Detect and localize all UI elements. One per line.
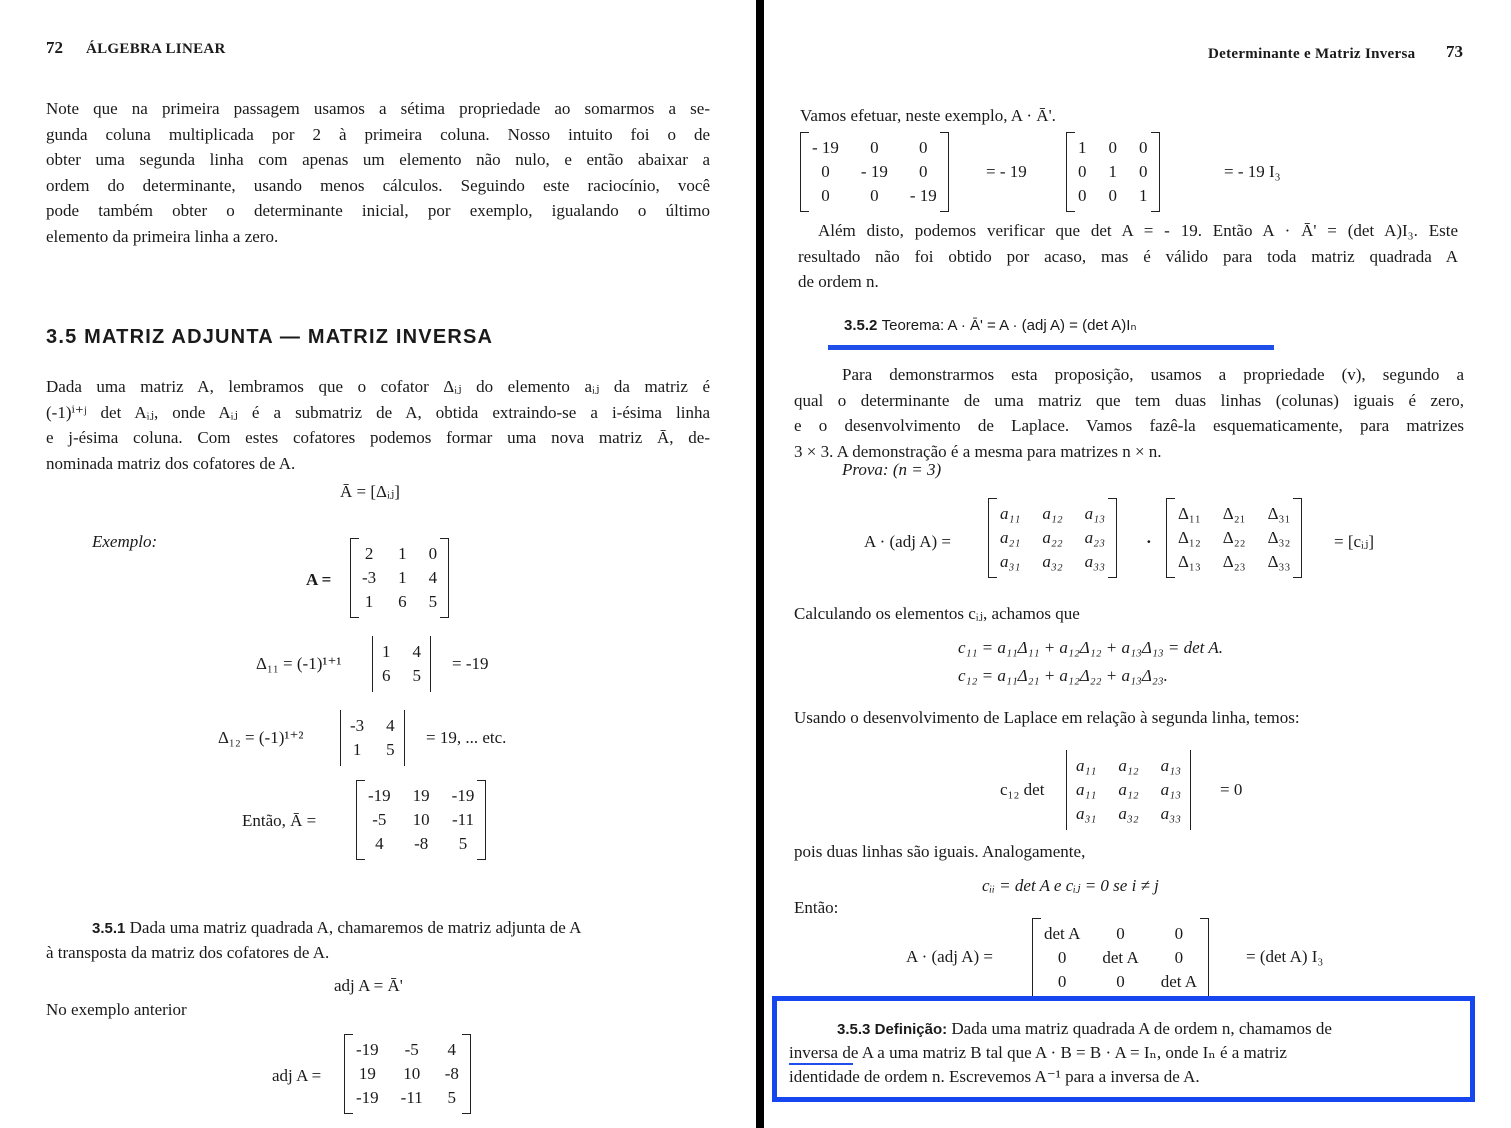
matrix-cell: a₁₁ [1076,756,1097,775]
c12-equation: c₁₂ = a₁₁Δ₂₁ + a₁₂Δ₂₂ + a₁₃Δ₂₃. [958,666,1168,685]
final-result: = (det A) I₃ [1246,947,1324,966]
matrix-cell: a₁₂ [1118,780,1139,799]
text-line: qual o determinante de uma matriz que tem duas linhas (colunas) iguais é zero, [794,390,1464,410]
matrix-cell: -19 [368,786,391,805]
matrix-cell: 4 [428,568,438,587]
alem-paragraph [798,218,1458,295]
matrix-cell: -11 [400,1088,423,1107]
matrix-cell: Δ₃₂ [1267,528,1291,547]
matrix-cell: 6 [398,592,407,611]
matrix-cell: 0 [1174,948,1184,967]
calculando-line: Calculando os elementos cᵢⱼ, achamos que [794,604,1080,623]
delta12-label: Δ₁₂ = (-1)¹⁺² [218,728,304,747]
delta11-label: Δ₁₁ = (-1)¹⁺¹ [256,654,342,673]
matrix-cell: 2 [364,544,374,563]
page-number-left: 72 [46,38,63,57]
left-page [0,0,750,1128]
matrix-cell: a₃₃ [1084,552,1105,571]
matrix-cell: -19 [451,786,475,805]
matrix-cell: 5 [428,592,438,611]
matrix-cell: 0 [1078,162,1087,181]
def353-title: Definição: [874,1021,948,1038]
matrix-cell: 1 [398,544,407,563]
def351 [92,918,581,939]
text-line: obter uma segunda linha com apenas um elemento não nulo, e então abaixar a [46,150,710,169]
matrix-cell: Δ₁₂ [1178,528,1201,547]
matrix-cell: -11 [451,810,475,829]
def351-line: à transposta da matriz dos cofatores de A. [46,943,330,962]
matrix-cell: 5 [458,834,468,853]
identity-matrix [1066,132,1160,212]
product-eq: = - 19 [986,162,1027,181]
delta12-determinant [338,710,407,766]
matrix-cell: det A [1102,948,1139,967]
matrix-cell: 0 [870,138,879,157]
cofactor-definition: Ā = [Δᵢⱼ] [340,482,400,501]
prova-label: Prova: (n = 3) [842,460,942,479]
matrix-cell: 0 [1057,972,1067,991]
entao-abar-label: Então, Ā = [242,811,317,830]
running-title-left: ÁLGEBRA LINEAR [86,41,226,57]
laplace-determinant [1064,750,1193,830]
matrix-cell: a₂₃ [1084,528,1105,547]
matrix-a [350,538,449,618]
dot-operator: · [1146,532,1152,551]
matrix-cell: 0 [919,138,928,157]
matrix-cell: Δ₂₁ [1222,504,1246,523]
matrix-cell: 10 [412,810,430,829]
cofactor-paragraph [46,374,710,476]
product-result: = - 19 I₃ [1224,162,1281,181]
matrix-cell: a₃₂ [1042,552,1063,571]
matrix-cell: 5 [412,666,421,685]
matrix-cell: a₃₁ [1076,804,1097,823]
matrix-cell: 0 [821,186,830,205]
usando-line: Usando o desenvolvimento de Laplace em relação à segunda linha, temos: [794,708,1300,727]
matrix-cell: 5 [447,1088,457,1107]
matrix-cell: a₂₂ [1042,528,1063,547]
theorem-352 [844,315,1136,336]
matrix-cell: -8 [444,1064,459,1083]
text-line: 3 × 3. A demonstração é a mesma para matrizes n × n. [794,441,1162,461]
matrix-cell: a₁₁ [1000,504,1021,523]
matrix-cell: Δ₁₁ [1178,504,1201,523]
page-number-right: 73 [1446,42,1463,61]
vamos-line: Vamos efetuar, neste exemplo, A · Ā'. [800,106,1056,125]
matrix-cell: Δ₂₃ [1222,552,1246,571]
cii-line: cᵢᵢ = det A e cᵢⱼ = 0 se i ≠ j [982,876,1159,895]
matrix-cell: a₂₁ [1000,528,1021,547]
running-title-right: Determinante e Matriz Inversa [1208,46,1416,62]
no-exemplo: No exemplo anterior [46,1000,187,1019]
cij-result: = [cᵢⱼ] [1334,532,1374,551]
text-line: (-1)ⁱ⁺ʲ det Aᵢⱼ, onde Aᵢⱼ é a submatriz de A, obtida extraindo-se a i-ésima linha [46,402,710,422]
matrix-cell: 1 [1078,138,1087,157]
intro-paragraph [46,96,710,249]
matrix-cell: 0 [919,162,928,181]
matrix-cell: - 19 [812,138,839,157]
matrix-cell: 0 [1174,924,1184,943]
def351-line: Dada uma matriz quadrada A, chamaremos de matriz adjunta de A [129,918,582,937]
delta11-determinant [370,636,433,692]
spine-shadow [756,0,764,1128]
matrix-cell: 0 [1139,138,1148,157]
matrix-cell: a₃₃ [1160,804,1181,823]
matrix-cell: a₁₁ [1076,780,1097,799]
matrix-cell: 1 [364,592,374,611]
matrix-cell: 0 [821,162,830,181]
def353-number: 3.5.3 [837,1021,871,1038]
theorem-text: Teorema: A · Ā' = A · (adj A) = (det A)Iₙ [881,317,1137,334]
matrix-cell: -3 [350,716,365,735]
matrix-cell: 1 [352,740,362,759]
text-line: e j-ésima coluna. Com estes cofatores podemos formar uma nova matriz Ā, de- [46,428,710,447]
text-line: nominada matriz dos cofatores de A. [46,453,296,473]
matrix-cell: 5 [386,740,395,759]
def353-line: identidade de ordem n. Escrevemos A⁻¹ para a inversa de A. [789,1067,1200,1086]
matrix-cell: 0 [1108,138,1117,157]
matrix-cell: -19 [356,1088,379,1107]
matrix-cell: a₁₃ [1160,780,1181,799]
inversa-underline [789,1063,853,1065]
matrix-cell: 1 [1108,162,1117,181]
matrix-cell: 1 [382,642,391,661]
matrix-cell: 0 [1116,924,1125,943]
product-matrix [800,132,949,212]
text-line: de ordem n. [798,272,879,291]
text-line: Dada uma matriz A, lembramos que o cofator Δᵢⱼ do elemento aᵢⱼ da matriz é [46,377,710,396]
matrix-cell: Δ₃₁ [1267,504,1291,523]
matrix-cell: Δ₃₃ [1267,552,1291,571]
matrix-cell: 10 [403,1064,421,1083]
matrix-cell: 4 [412,642,421,661]
matrix-cell: 0 [1057,948,1067,967]
matrix-cell: -5 [372,810,387,829]
text-line: gunda coluna multiplicada por 2 à primeira coluna. Nosso intuito foi o de [46,124,710,144]
text-line: pode também obter o determinante inicial, por exemplo, igualando o último [46,201,710,220]
c11-equation: c₁₁ = a₁₁Δ₁₁ + a₁₂Δ₁₂ + a₁₃Δ₁₃ = det A. [958,638,1223,657]
adj-product-label: A · (adj A) = [864,532,952,551]
matrix-cell: a₁₂ [1042,504,1063,523]
entao-label: Então: [794,898,839,917]
matrix-cell: 4 [375,834,384,853]
matrix-cell: det A [1044,924,1081,943]
matrix-cell: 0 [1116,972,1125,991]
text-line: e o desenvolvimento de Laplace. Vamos fazê-la esquematicamente, para matrizes [794,416,1464,435]
final-matrix [1032,918,1209,998]
adj-formula: adj A = Ā' [334,976,403,995]
matrix-cell: 0 [1139,162,1148,181]
matrix-cell: a₃₂ [1118,804,1139,823]
def353-first-line [837,1019,1332,1040]
text-line: ordem do determinante, usando menos cálculos. Seguindo este raciocínio, você [46,175,710,195]
matrix-cell: a₁₃ [1160,756,1181,775]
matrix-cell: -8 [414,834,429,853]
matrix-a-label: A = [306,570,332,589]
matrix-cell: - 19 [909,186,937,205]
section-heading: 3.5 MATRIZ ADJUNTA — MATRIZ INVERSA [46,326,494,348]
text-line: resultado não foi obtido por acaso, mas é válido para toda matriz quadrada A [798,246,1458,266]
matrix-cell: 4 [386,716,395,735]
final-label: A · (adj A) = [906,947,994,966]
matrix-cell: - 19 [860,162,888,181]
def353-line: Dada uma matriz quadrada A de ordem n, chamamos de [951,1019,1332,1038]
text-line: Note que na primeira passagem usamos a sétima propriedade ao somarmos a se- [46,99,710,118]
matrix-a-entries [988,498,1117,578]
matrix-cell: -3 [362,568,377,587]
pois-line: pois duas linhas são iguais. Analogamente, [794,842,1086,861]
demo-paragraph [794,362,1464,464]
matrix-cell: 4 [447,1040,457,1059]
matrix-cell: 0 [428,544,438,563]
text-line: Para demonstrarmos esta proposição, usamos a propriedade (v), segundo a [842,365,1464,384]
matrix-delta [1166,498,1302,578]
matrix-cell: 19 [358,1064,376,1083]
det-zero: = 0 [1220,780,1243,799]
matrix-cell: -5 [404,1040,419,1059]
matrix-cell: 1 [1139,186,1148,205]
matrix-cell: a₁₂ [1118,756,1139,775]
delta12-result: = 19, ... etc. [426,728,507,747]
matrix-cell: a₁₃ [1084,504,1105,523]
matrix-cell: 6 [382,666,391,685]
matrix-cell: a₃₁ [1000,552,1021,571]
theorem-number: 3.5.2 [844,317,878,334]
def351-number: 3.5.1 [92,920,126,937]
right-page [768,0,1511,1128]
matrix-cell: Δ₁₃ [1178,552,1201,571]
example-label: Exemplo: [92,532,158,551]
delta11-result: = -19 [452,654,489,673]
matrix-abar [356,780,486,860]
matrix-cell: Δ₂₂ [1222,528,1246,547]
matrix-cell: -19 [356,1040,379,1059]
c12-det-label: c₁₂ det [1000,780,1045,799]
adj-label: adj A = [272,1066,322,1085]
matrix-cell: 0 [1078,186,1087,205]
def353-line: inversa de A a uma matriz B tal que A · B = B · A = Iₙ, onde Iₙ é a matriz [789,1043,1287,1062]
matrix-adj [344,1034,471,1114]
matrix-cell: 0 [1108,186,1117,205]
text-line: elemento da primeira linha a zero. [46,226,279,246]
theorem-underline [828,345,1274,350]
definition-353-box [772,996,1475,1102]
book-spine [752,0,768,1128]
matrix-cell: 19 [412,786,430,805]
matrix-cell: 1 [398,568,407,587]
matrix-cell: det A [1160,972,1198,991]
matrix-cell: 0 [870,186,879,205]
text-line: Além disto, podemos verificar que det A = - 19. Então A · Ā' = (det A)I₃. Este [818,221,1458,240]
